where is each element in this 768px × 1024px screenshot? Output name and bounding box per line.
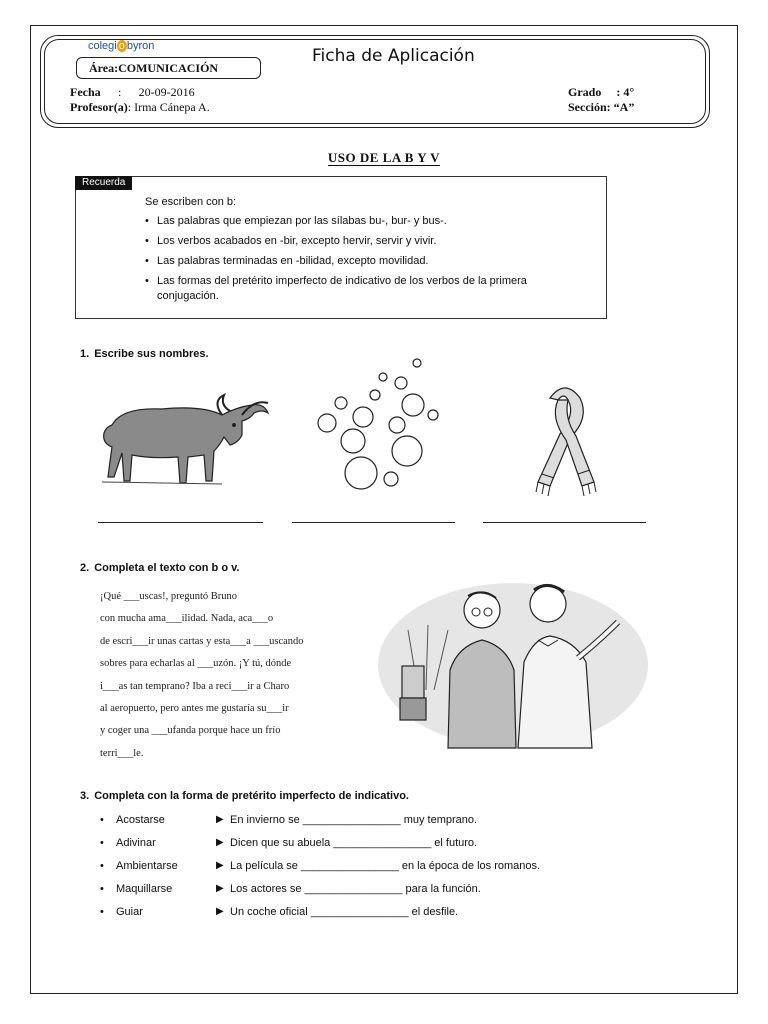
story-line: ¡Qué ___uscas!, preguntó Bruno <box>100 591 238 602</box>
story-line: i___as tan temprano? Iba a reci___ir a Charo <box>100 680 290 692</box>
story-line: terri___le. <box>100 747 144 759</box>
answer-line-1[interactable] <box>98 522 263 523</box>
rules-list <box>145 214 595 309</box>
verb-sentence: Dicen que su abuela ________________ el futuro. <box>230 837 478 849</box>
fecha-row: Fecha : 20-09-2016 <box>70 85 195 99</box>
arrow-right-icon: ▶ <box>216 906 224 917</box>
recuerda-tag: Recuerda <box>75 176 132 190</box>
exercise-3-title: 3. Completa con la forma de pretérito imperfecto de indicativo. <box>80 790 409 802</box>
grado-row: Grado : 4° <box>568 85 635 99</box>
rule-item: • Las palabras que empiezan por las sílabas bu-, bur- y bus-. <box>145 214 595 229</box>
rule-item: • Los verbos acabados en -bir, excepto hervir, servir y vivir. <box>145 234 595 249</box>
verb-sentence: Los actores se ________________ para la función. <box>230 883 481 895</box>
area-label: Área:COMUNICACIÓN <box>76 57 261 79</box>
recuerda-intro: Se escriben con b: <box>145 196 237 208</box>
buffalo-illustration <box>92 385 272 495</box>
scarf-illustration <box>520 378 610 498</box>
story-line: al aeropuerto, pero antes me gustaría su___ir <box>100 703 289 715</box>
story-line: con mucha ama___ilidad. Nada, aca___o <box>100 613 274 625</box>
bullet-icon: • <box>100 883 104 895</box>
verb-sentence: La película se ________________ en la época de los romanos. <box>230 860 541 872</box>
verb-label: Maquillarse <box>116 883 173 895</box>
rule-item: • Las palabras terminadas en -bilidad, excepto movilidad. <box>145 254 595 269</box>
bullet-icon: • <box>100 837 104 849</box>
verb-sentence: Un coche oficial ________________ el desfile. <box>230 906 459 918</box>
exercise-1-title: 1. Escribe sus nombres. <box>80 348 209 360</box>
profesor-row: Profesor(a): Irma Cánepa A. <box>70 100 210 114</box>
verb-label: Ambientarse <box>116 860 178 872</box>
verb-label: Guiar <box>116 906 143 918</box>
story-line: sobres para echarlas al ___uzón. ¡Y tú, dónde <box>100 658 292 670</box>
seccion-row: Sección: “A” <box>568 100 635 114</box>
answer-line-2[interactable] <box>292 522 455 523</box>
arrow-right-icon: ▶ <box>216 814 224 825</box>
verb-label: Adivinar <box>116 837 156 849</box>
story-text <box>100 586 370 765</box>
page-title: Ficha de Aplicación <box>312 46 475 66</box>
rule-item: • Las formas del pretérito imperfecto de indicativo de los verbos de la primera conjugación. <box>145 274 557 304</box>
arrow-right-icon: ▶ <box>216 883 224 894</box>
two-men-illustration <box>378 570 648 750</box>
story-line: de escri___ir unas cartas y esta___a ___uscando <box>100 635 304 647</box>
bullet-icon: • <box>100 906 104 918</box>
school-logo: colegi o byron <box>88 40 155 52</box>
arrow-right-icon: ▶ <box>216 837 224 848</box>
story-line: y coger una ___ufanda porque hace un frío <box>100 725 281 737</box>
verb-label: Acostarse <box>116 814 165 826</box>
bullet-icon: • <box>100 860 104 872</box>
worksheet-subtitle: USO DE LA B Y V <box>327 150 441 165</box>
arrow-right-icon: ▶ <box>216 860 224 871</box>
exercise-2-title: 2. Completa el texto con b o v. <box>80 562 240 574</box>
verb-sentence: En invierno se ________________ muy temprano. <box>230 814 478 826</box>
bullet-icon: • <box>100 814 104 826</box>
bubbles-illustration <box>305 355 455 495</box>
answer-line-3[interactable] <box>483 522 646 523</box>
